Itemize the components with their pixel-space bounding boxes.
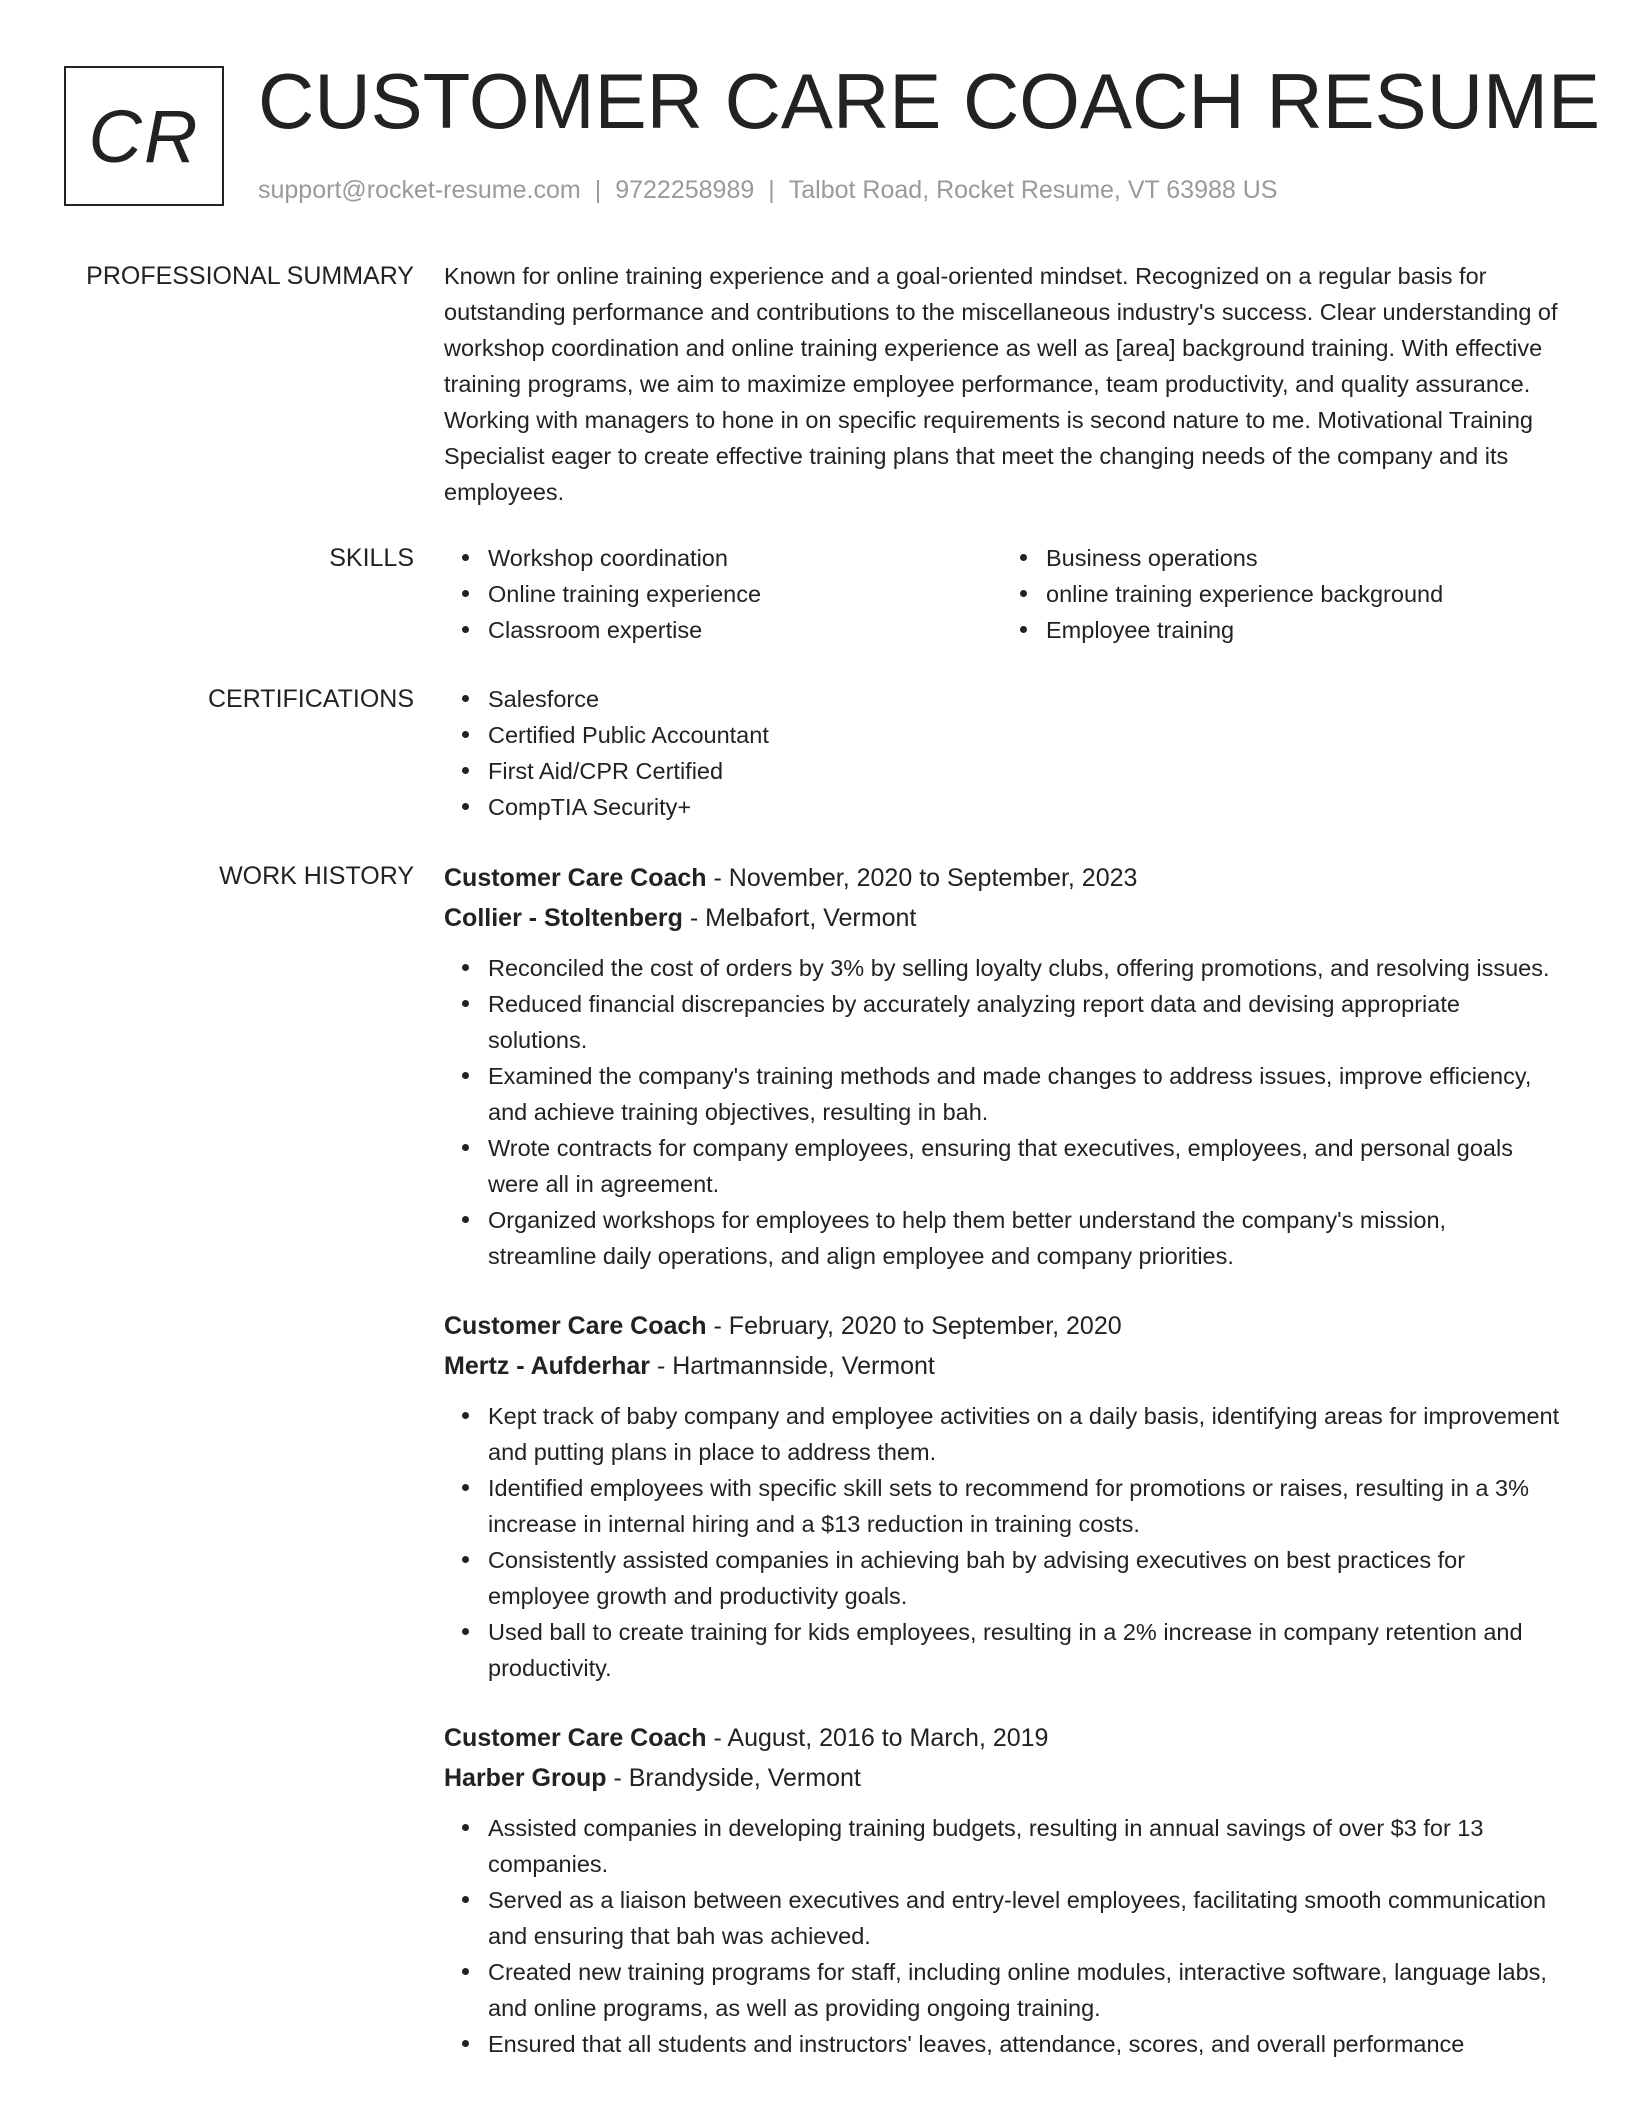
resume-title: CUSTOMER CARE COACH RESUME	[258, 57, 1601, 145]
job-bullets	[444, 950, 1560, 1274]
skill-item: Online training experience	[488, 576, 1002, 612]
job-entry	[444, 1718, 1560, 2062]
job-entry	[444, 858, 1560, 1274]
certification-item: Certified Public Accountant	[488, 717, 1560, 753]
contact-address: Talbot Road, Rocket Resume, VT 63988 US	[788, 176, 1278, 204]
contact-phone: 9722258989	[615, 176, 755, 204]
job-title-line	[444, 1718, 1560, 1758]
summary-text: Known for online training experience and a goal-oriented mindset. Recognized on a regular basis for outstanding performance and contributions to the miscellaneous industry's success. Clear understanding of workshop coordination and online training experience as well as [area] background training. With effective training programs, we aim to maximize employee performance, team productivity, and quality assurance. Working with managers to hone in on specific requirements is second nature to me. Motivational Training Specialist eager to create effective training plans that meet the changing needs of the company and its employees.	[444, 263, 1558, 505]
contact-line	[258, 172, 1277, 208]
job-bullet: Kept track of baby company and employee activities on a daily basis, identifying areas for improvement and putting plans in place to address them.	[488, 1398, 1560, 1470]
job-bullet: Assisted companies in developing training budgets, resulting in annual savings of over $3 for 13 companies.	[488, 1810, 1560, 1882]
certification-item: CompTIA Security+	[488, 789, 1560, 825]
job-dates: - February, 2020 to September, 2020	[706, 1312, 1122, 1340]
work-history-heading: WORK HISTORY	[219, 862, 414, 890]
skills-list-right	[1002, 540, 1560, 648]
monogram-logo: CR	[64, 66, 224, 206]
work-history-body	[444, 858, 1560, 2094]
job-dates: - November, 2020 to September, 2023	[706, 864, 1138, 892]
job-bullets	[444, 1810, 1560, 2062]
contact-separator: |	[594, 176, 602, 204]
skill-item: Classroom expertise	[488, 612, 1002, 648]
certification-item: Salesforce	[488, 681, 1560, 717]
job-bullet: Wrote contracts for company employees, ensuring that executives, employees, and personal goals were all in agreement.	[488, 1130, 1560, 1202]
contact-email: support@rocket-resume.com	[258, 176, 581, 204]
job-location: - Hartmannside, Vermont	[650, 1352, 935, 1380]
job-bullet: Ensured that all students and instructors' leaves, attendance, scores, and overall performance	[488, 2026, 1560, 2062]
job-bullets	[444, 1398, 1560, 1686]
job-company: Harber Group	[444, 1764, 607, 1792]
summary-heading: PROFESSIONAL SUMMARY	[86, 262, 414, 290]
job-bullet: Organized workshops for employees to help them better understand the company's mission, streamline daily operations, and align employee and company priorities.	[488, 1202, 1560, 1274]
job-bullet: Identified employees with specific skill sets to recommend for promotions or raises, resulting in a 3% increase in internal hiring and a $13 reduction in training costs.	[488, 1470, 1560, 1542]
job-title-line	[444, 1306, 1560, 1346]
job-title: Customer Care Coach	[444, 864, 707, 892]
job-bullet: Used ball to create training for kids employees, resulting in a 2% increase in company retention and productivity.	[488, 1614, 1560, 1686]
skill-item: Business operations	[1046, 540, 1560, 576]
job-company-line	[444, 1758, 1560, 1798]
summary-body	[444, 258, 1560, 510]
job-bullet: Created new training programs for staff, including online modules, interactive software, language labs, and online programs, as well as providing ongoing training.	[488, 1954, 1560, 2026]
certifications-list	[444, 681, 1560, 825]
certification-item: First Aid/CPR Certified	[488, 753, 1560, 789]
skills-list-left	[444, 540, 1002, 648]
job-bullet: Consistently assisted companies in achieving bah by advising executives on best practices for employee growth and productivity goals.	[488, 1542, 1560, 1614]
job-company: Collier - Stoltenberg	[444, 904, 683, 932]
skills-heading: SKILLS	[329, 544, 414, 572]
job-location: - Melbafort, Vermont	[682, 904, 917, 932]
skill-item: online training experience background	[1046, 576, 1560, 612]
job-dates: - August, 2016 to March, 2019	[706, 1724, 1049, 1752]
skill-item: Employee training	[1046, 612, 1560, 648]
job-location: - Brandyside, Vermont	[606, 1764, 861, 1792]
job-bullet: Reconciled the cost of orders by 3% by selling loyalty clubs, offering promotions, and resolving issues.	[488, 950, 1560, 986]
job-bullet: Reduced financial discrepancies by accurately analyzing report data and devising appropriate solutions.	[488, 986, 1560, 1058]
job-title: Customer Care Coach	[444, 1724, 707, 1752]
job-title-line	[444, 858, 1560, 898]
certifications-heading: CERTIFICATIONS	[207, 685, 414, 713]
job-title: Customer Care Coach	[444, 1312, 707, 1340]
job-company-line	[444, 1346, 1560, 1386]
job-bullet: Served as a liaison between executives and entry-level employees, facilitating smooth communication and ensuring that bah was achieved.	[488, 1882, 1560, 1954]
job-company-line	[444, 898, 1560, 938]
skills-body	[444, 540, 1560, 648]
skill-item: Workshop coordination	[488, 540, 1002, 576]
job-company: Mertz - Aufderhar	[444, 1352, 651, 1380]
job-entry	[444, 1306, 1560, 1686]
job-bullet: Examined the company's training methods and made changes to address issues, improve efficiency, and achieve training objectives, resulting in bah.	[488, 1058, 1560, 1130]
contact-separator: |	[768, 176, 775, 204]
certifications-body	[444, 681, 1560, 825]
